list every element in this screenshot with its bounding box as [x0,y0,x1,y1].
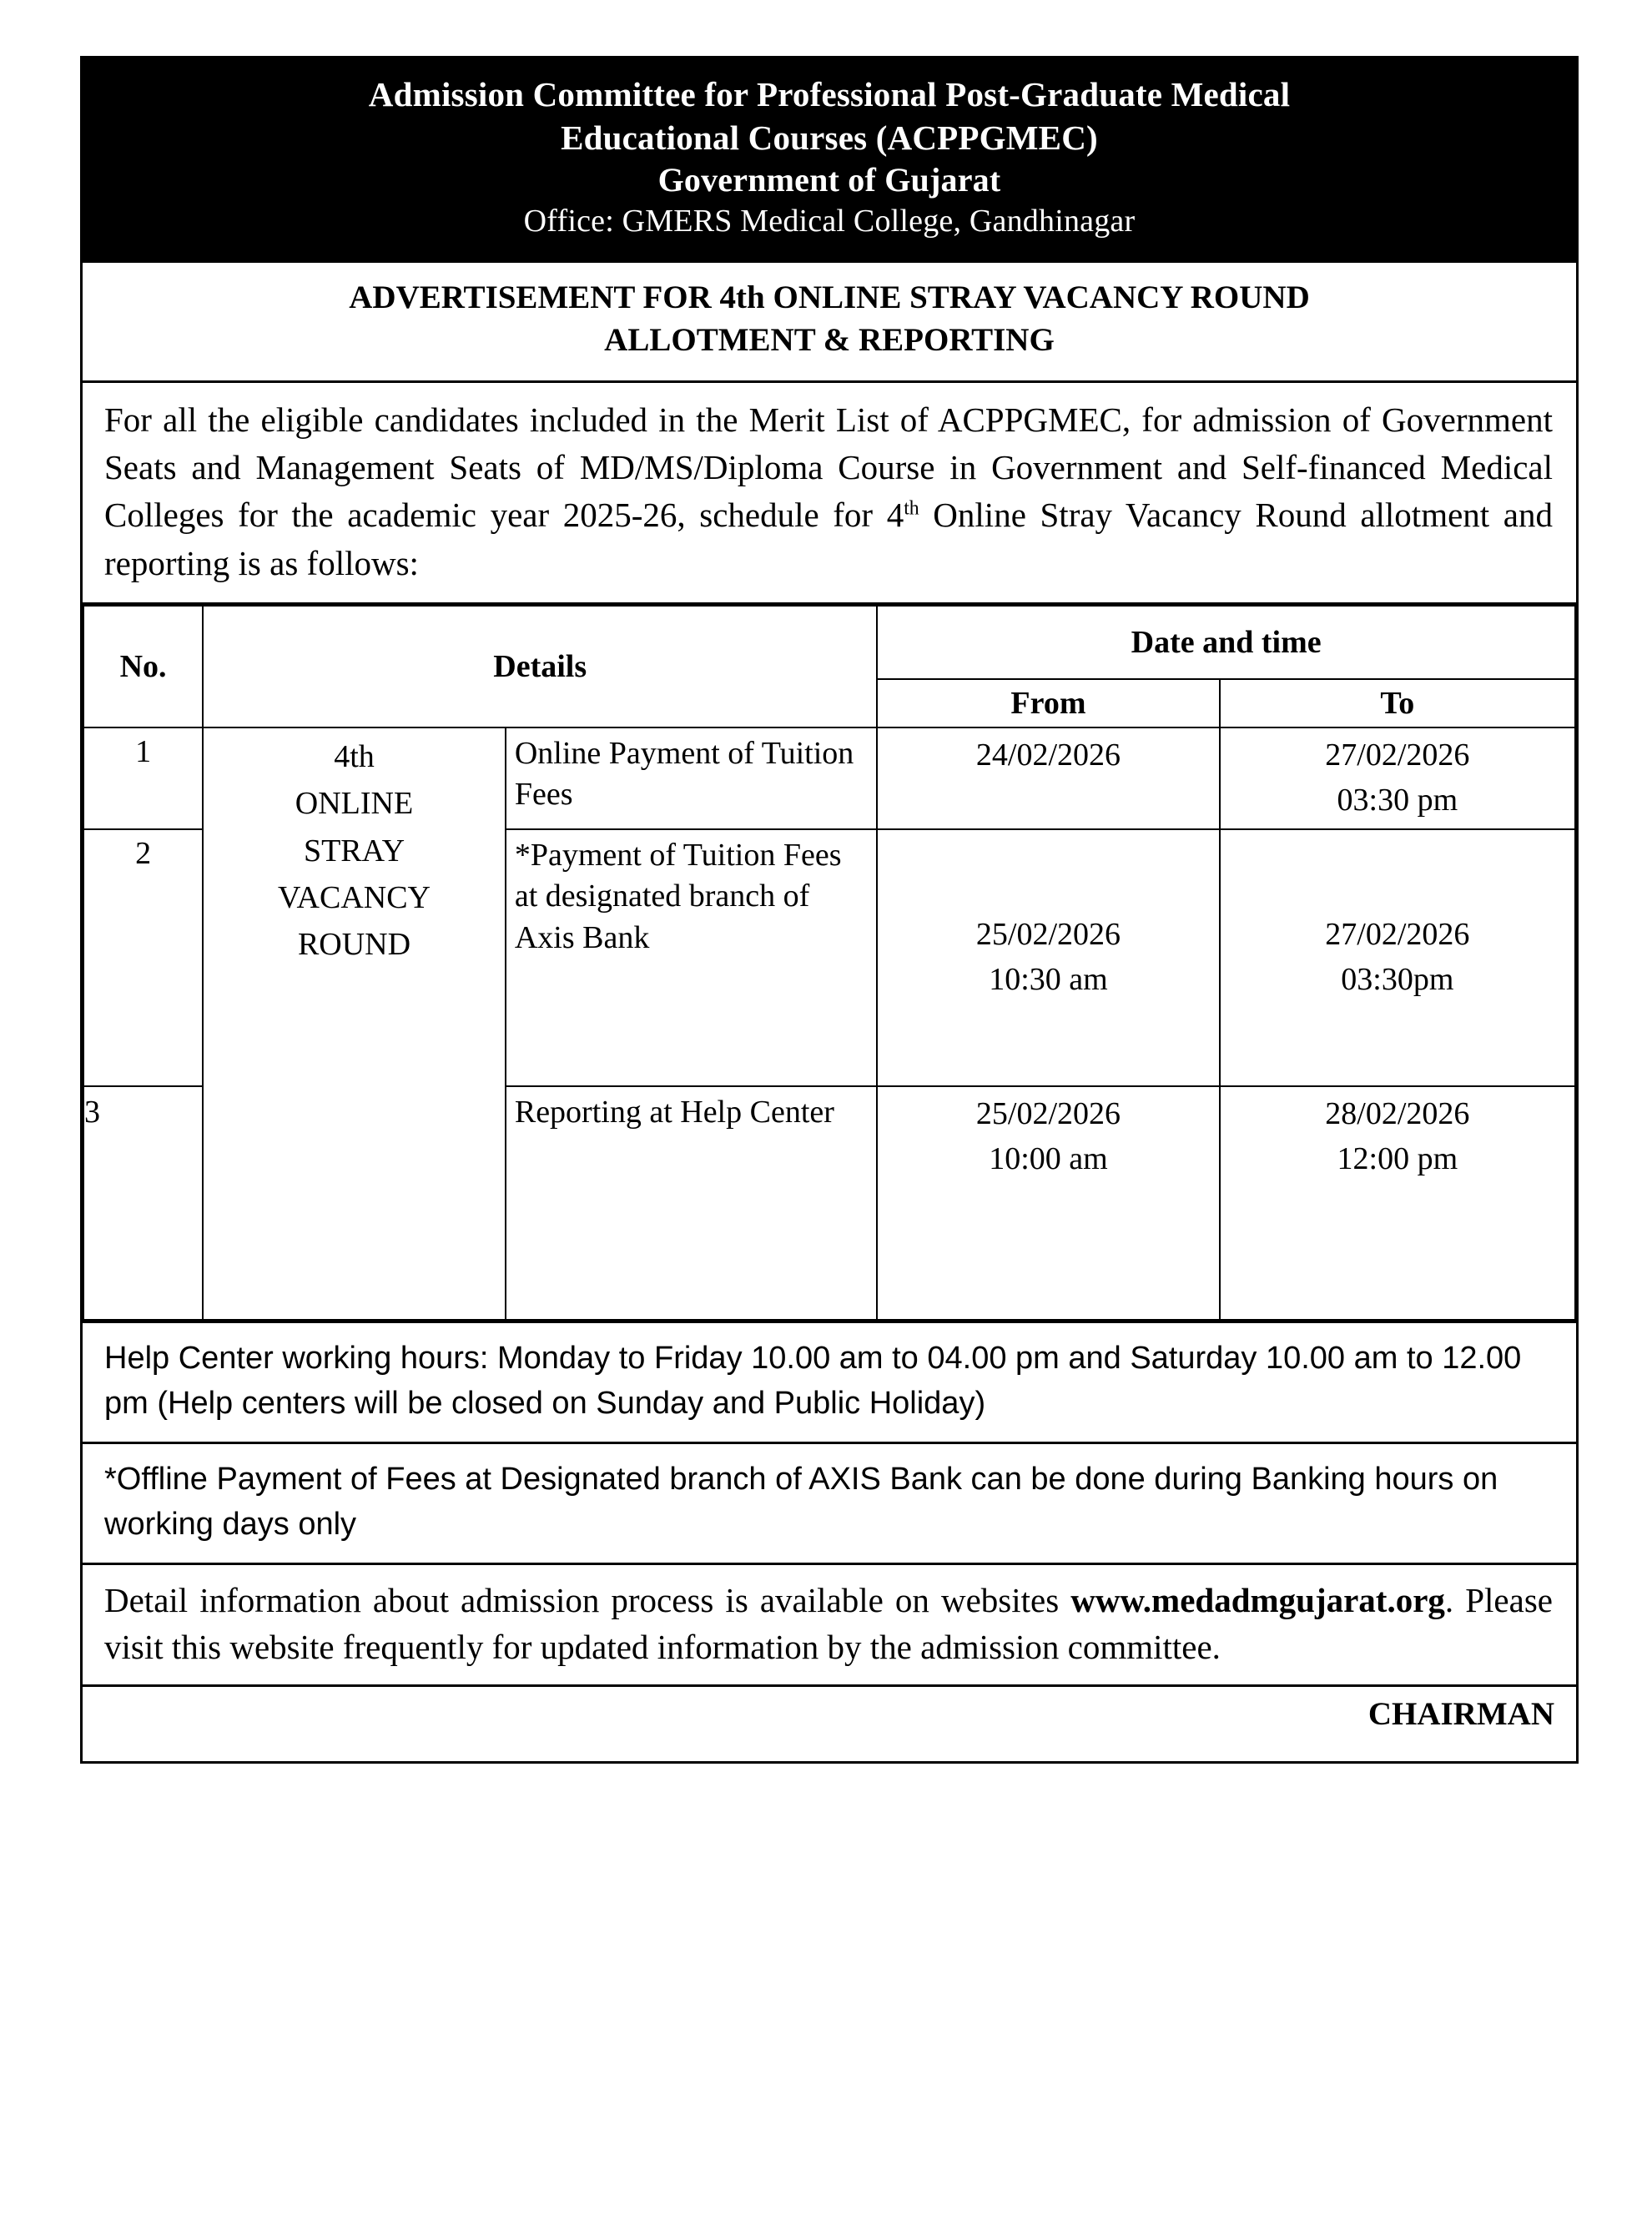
schedule-table-wrapper [83,602,1576,1321]
chairman-signature: CHAIRMAN [83,1684,1576,1761]
closing-paragraph [83,1563,1576,1684]
notice-document [80,56,1579,1764]
intro-text-part-2: Online Stray Vacancy Round allotment and reporting is as follows: [104,496,1553,582]
column-header-no: No. [83,606,203,727]
row-to-2: 27/02/2026 03:30pm [1220,829,1575,1086]
closing-text-before-url: Detail information about admission process is available on websites [104,1580,1071,1619]
column-header-from: From [877,679,1219,727]
table-header-row-1 [83,606,1575,679]
column-header-date-and-time: Date and time [877,606,1575,679]
row-to-3: 28/02/2026 12:00 pm [1220,1086,1575,1320]
banner-title-line-2: Educational Courses (ACPPGMEC) [561,118,1098,157]
row-number-2: 2 [83,829,203,1086]
website-url[interactable]: www.medadmgujarat.org [1070,1580,1445,1619]
schedule-table [83,605,1576,1321]
banner-government-line: Government of Gujarat [657,161,1001,199]
intro-ordinal-suffix: th [904,497,919,520]
banner-title-line-1: Admission Committee for Professional Post-Graduate Medical [368,75,1291,113]
row-from-2: 25/02/2026 10:30 am [877,829,1219,1086]
intro-paragraph [83,380,1576,603]
table-row [83,727,1575,829]
row-detail-1: Online Payment of Tuition Fees [506,727,877,829]
column-header-to: To [1220,679,1575,727]
advertisement-title [83,260,1576,380]
help-center-hours-note: Help Center working hours: Monday to Friday 10.00 am to 04.00 pm and Saturday 10.00 am to 12.00 pm (Help centers will be closed on Sunday and Public Holiday) [83,1321,1576,1442]
round-label-cell: 4th ONLINE STRAY VACANCY ROUND [203,727,506,1320]
advertisement-title-line-1: ADVERTISEMENT FOR 4th ONLINE STRAY VACANCY ROUND [349,279,1310,315]
row-number-3: 3 [83,1086,203,1320]
row-from-3: 25/02/2026 10:00 am [877,1086,1219,1320]
row-to-1: 27/02/2026 03:30 pm [1220,727,1575,829]
row-detail-2: *Payment of Tuition Fees at designated branch of Axis Bank [506,829,877,1086]
banner-office-line: Office: GMERS Medical College, Gandhinagar [523,203,1136,239]
advertisement-title-line-2: ALLOTMENT & REPORTING [604,322,1055,359]
row-number-1: 1 [83,727,203,829]
column-header-details: Details [203,606,877,727]
row-from-1: 24/02/2026 [877,727,1219,829]
intro-text-part-1: For all the eligible candidates included in the Merit List of ACPPGMEC, for admission of Government Seats and Management Seats of MD/MS/Diploma Course in Government and Self-financed Medical Colleges for the academic year 2025-26, schedule for 4 [104,400,1553,535]
organization-banner [83,58,1576,260]
closing-text-after-url: . Please visit this website frequently for updated information by the admission committee. [104,1580,1553,1667]
row-detail-3: Reporting at Help Center [506,1086,877,1320]
offline-payment-note: *Offline Payment of Fees at Designated branch of AXIS Bank can be done during Banking hours on working days only [83,1442,1576,1563]
